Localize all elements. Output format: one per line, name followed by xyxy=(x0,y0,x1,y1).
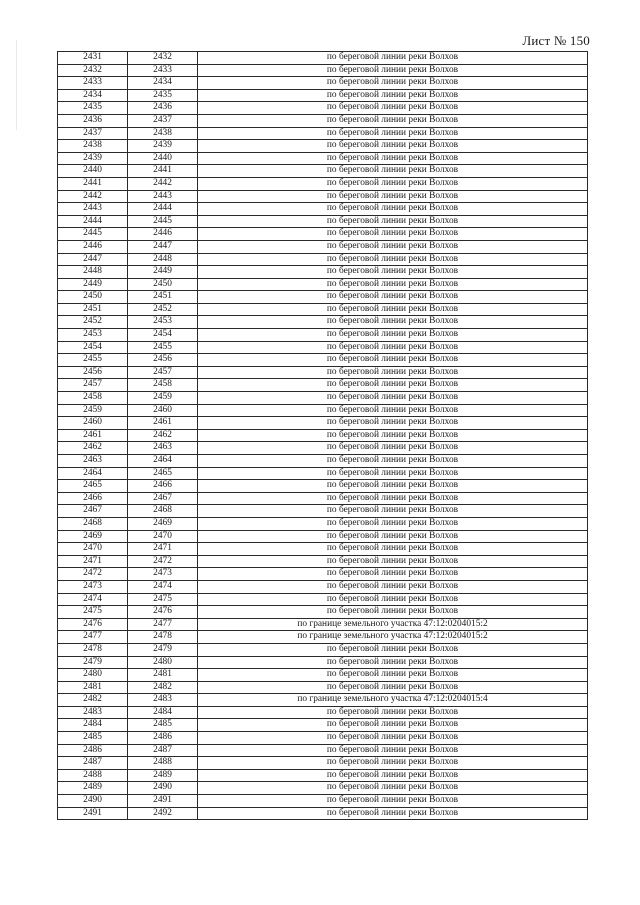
table-row xyxy=(58,253,588,266)
table-row xyxy=(58,190,588,203)
boundary-description-cell: по береговой линии реки Волхов xyxy=(198,127,588,140)
point-to-cell: 2480 xyxy=(128,656,198,669)
table-row xyxy=(58,606,588,619)
boundary-description-cell: по береговой линии реки Волхов xyxy=(198,719,588,732)
scan-margin-mark xyxy=(16,40,17,130)
table-row xyxy=(58,278,588,291)
table-row xyxy=(58,480,588,493)
boundary-description-cell: по береговой линии реки Волхов xyxy=(198,530,588,543)
point-to-cell: 2452 xyxy=(128,303,198,316)
boundary-description-cell: по береговой линии реки Волхов xyxy=(198,228,588,241)
point-to-cell: 2449 xyxy=(128,266,198,279)
point-from-cell: 2476 xyxy=(58,618,128,631)
point-from-cell: 2489 xyxy=(58,782,128,795)
point-to-cell: 2441 xyxy=(128,165,198,178)
point-from-cell: 2431 xyxy=(58,52,128,65)
table-row xyxy=(58,152,588,165)
boundary-description-cell: по береговой линии реки Волхов xyxy=(198,417,588,430)
point-to-cell: 2483 xyxy=(128,694,198,707)
boundary-description-cell: по береговой линии реки Волхов xyxy=(198,379,588,392)
point-from-cell: 2465 xyxy=(58,480,128,493)
point-from-cell: 2487 xyxy=(58,757,128,770)
table-row xyxy=(58,140,588,153)
point-to-cell: 2435 xyxy=(128,89,198,102)
boundary-table-body xyxy=(58,52,588,820)
table-row xyxy=(58,89,588,102)
table-row xyxy=(58,316,588,329)
point-from-cell: 2472 xyxy=(58,568,128,581)
table-row xyxy=(58,102,588,115)
point-to-cell: 2484 xyxy=(128,706,198,719)
point-from-cell: 2445 xyxy=(58,228,128,241)
table-row xyxy=(58,114,588,127)
point-from-cell: 2464 xyxy=(58,467,128,480)
table-row xyxy=(58,593,588,606)
point-to-cell: 2439 xyxy=(128,140,198,153)
point-to-cell: 2440 xyxy=(128,152,198,165)
boundary-table xyxy=(57,51,588,820)
table-row xyxy=(58,618,588,631)
point-from-cell: 2439 xyxy=(58,152,128,165)
point-from-cell: 2452 xyxy=(58,316,128,329)
boundary-description-cell: по береговой линии реки Волхов xyxy=(198,606,588,619)
table-row xyxy=(58,568,588,581)
point-to-cell: 2448 xyxy=(128,253,198,266)
table-row xyxy=(58,795,588,808)
table-row xyxy=(58,77,588,90)
point-from-cell: 2483 xyxy=(58,706,128,719)
table-row xyxy=(58,429,588,442)
table-row xyxy=(58,203,588,216)
table-row xyxy=(58,228,588,241)
table-row xyxy=(58,329,588,342)
point-from-cell: 2443 xyxy=(58,203,128,216)
point-to-cell: 2466 xyxy=(128,480,198,493)
boundary-description-cell: по береговой линии реки Волхов xyxy=(198,517,588,530)
point-from-cell: 2438 xyxy=(58,140,128,153)
table-row xyxy=(58,505,588,518)
point-from-cell: 2455 xyxy=(58,354,128,367)
boundary-table-container xyxy=(57,51,587,820)
point-to-cell: 2474 xyxy=(128,580,198,593)
point-to-cell: 2461 xyxy=(128,417,198,430)
boundary-description-cell: по береговой линии реки Волхов xyxy=(198,102,588,115)
table-row xyxy=(58,656,588,669)
sheet-number: Лист № 150 xyxy=(522,33,590,48)
boundary-description-cell: по береговой линии реки Волхов xyxy=(198,757,588,770)
point-to-cell: 2437 xyxy=(128,114,198,127)
point-to-cell: 2465 xyxy=(128,467,198,480)
table-row xyxy=(58,732,588,745)
boundary-description-cell: по береговой линии реки Волхов xyxy=(198,316,588,329)
table-row xyxy=(58,354,588,367)
table-row xyxy=(58,782,588,795)
table-row xyxy=(58,555,588,568)
boundary-description-cell: по береговой линии реки Волхов xyxy=(198,303,588,316)
point-to-cell: 2485 xyxy=(128,719,198,732)
point-from-cell: 2441 xyxy=(58,177,128,190)
boundary-description-cell: по береговой линии реки Волхов xyxy=(198,505,588,518)
point-from-cell: 2444 xyxy=(58,215,128,228)
point-from-cell: 2466 xyxy=(58,492,128,505)
boundary-description-cell: по береговой линии реки Волхов xyxy=(198,52,588,65)
point-to-cell: 2486 xyxy=(128,732,198,745)
boundary-description-cell: по береговой линии реки Волхов xyxy=(198,580,588,593)
point-from-cell: 2462 xyxy=(58,442,128,455)
boundary-description-cell: по береговой линии реки Волхов xyxy=(198,404,588,417)
table-row xyxy=(58,303,588,316)
point-to-cell: 2447 xyxy=(128,240,198,253)
boundary-description-cell: по береговой линии реки Волхов xyxy=(198,643,588,656)
boundary-description-cell: по береговой линии реки Волхов xyxy=(198,89,588,102)
point-from-cell: 2435 xyxy=(58,102,128,115)
point-to-cell: 2459 xyxy=(128,392,198,405)
boundary-description-cell: по береговой линии реки Волхов xyxy=(198,253,588,266)
point-to-cell: 2472 xyxy=(128,555,198,568)
point-from-cell: 2468 xyxy=(58,517,128,530)
point-to-cell: 2478 xyxy=(128,631,198,644)
table-row xyxy=(58,266,588,279)
point-from-cell: 2436 xyxy=(58,114,128,127)
table-row xyxy=(58,127,588,140)
boundary-description-cell: по береговой линии реки Волхов xyxy=(198,656,588,669)
point-to-cell: 2455 xyxy=(128,341,198,354)
point-to-cell: 2457 xyxy=(128,366,198,379)
point-to-cell: 2464 xyxy=(128,455,198,468)
boundary-description-cell: по береговой линии реки Волхов xyxy=(198,291,588,304)
point-to-cell: 2434 xyxy=(128,77,198,90)
table-row xyxy=(58,757,588,770)
point-from-cell: 2440 xyxy=(58,165,128,178)
boundary-description-cell: по береговой линии реки Волхов xyxy=(198,114,588,127)
boundary-description-cell: по береговой линии реки Волхов xyxy=(198,429,588,442)
boundary-description-cell: по береговой линии реки Волхов xyxy=(198,669,588,682)
table-row xyxy=(58,530,588,543)
point-to-cell: 2492 xyxy=(128,807,198,820)
point-from-cell: 2484 xyxy=(58,719,128,732)
point-to-cell: 2481 xyxy=(128,669,198,682)
point-from-cell: 2434 xyxy=(58,89,128,102)
point-from-cell: 2442 xyxy=(58,190,128,203)
point-from-cell: 2450 xyxy=(58,291,128,304)
boundary-description-cell: по береговой линии реки Волхов xyxy=(198,77,588,90)
boundary-description-cell: по береговой линии реки Волхов xyxy=(198,769,588,782)
table-row xyxy=(58,631,588,644)
table-row xyxy=(58,379,588,392)
point-to-cell: 2491 xyxy=(128,795,198,808)
table-row xyxy=(58,467,588,480)
point-from-cell: 2479 xyxy=(58,656,128,669)
point-from-cell: 2486 xyxy=(58,744,128,757)
point-from-cell: 2446 xyxy=(58,240,128,253)
table-row xyxy=(58,706,588,719)
table-row xyxy=(58,744,588,757)
point-from-cell: 2448 xyxy=(58,266,128,279)
boundary-description-cell: по береговой линии реки Волхов xyxy=(198,732,588,745)
table-row xyxy=(58,681,588,694)
table-row xyxy=(58,517,588,530)
table-row xyxy=(58,455,588,468)
boundary-description-cell: по береговой линии реки Волхов xyxy=(198,240,588,253)
point-from-cell: 2457 xyxy=(58,379,128,392)
boundary-description-cell: по береговой линии реки Волхов xyxy=(198,480,588,493)
point-to-cell: 2476 xyxy=(128,606,198,619)
boundary-description-cell: по береговой линии реки Волхов xyxy=(198,455,588,468)
point-from-cell: 2470 xyxy=(58,543,128,556)
point-from-cell: 2471 xyxy=(58,555,128,568)
boundary-description-cell: по береговой линии реки Волхов xyxy=(198,442,588,455)
point-from-cell: 2460 xyxy=(58,417,128,430)
point-to-cell: 2458 xyxy=(128,379,198,392)
boundary-description-cell: по береговой линии реки Волхов xyxy=(198,278,588,291)
boundary-description-cell: по береговой линии реки Волхов xyxy=(198,392,588,405)
boundary-description-cell: по береговой линии реки Волхов xyxy=(198,354,588,367)
point-from-cell: 2473 xyxy=(58,580,128,593)
table-row xyxy=(58,492,588,505)
boundary-description-cell: по береговой линии реки Волхов xyxy=(198,807,588,820)
table-row xyxy=(58,769,588,782)
boundary-description-cell: по береговой линии реки Волхов xyxy=(198,593,588,606)
boundary-description-cell: по береговой линии реки Волхов xyxy=(198,266,588,279)
point-from-cell: 2467 xyxy=(58,505,128,518)
table-row xyxy=(58,543,588,556)
point-from-cell: 2433 xyxy=(58,77,128,90)
table-row xyxy=(58,341,588,354)
point-to-cell: 2462 xyxy=(128,429,198,442)
table-row xyxy=(58,392,588,405)
point-to-cell: 2487 xyxy=(128,744,198,757)
point-from-cell: 2461 xyxy=(58,429,128,442)
table-row xyxy=(58,442,588,455)
table-row xyxy=(58,669,588,682)
boundary-description-cell: по береговой линии реки Волхов xyxy=(198,329,588,342)
point-from-cell: 2454 xyxy=(58,341,128,354)
boundary-description-cell: по береговой линии реки Волхов xyxy=(198,782,588,795)
point-to-cell: 2463 xyxy=(128,442,198,455)
boundary-description-cell: по береговой линии реки Волхов xyxy=(198,543,588,556)
point-to-cell: 2450 xyxy=(128,278,198,291)
point-from-cell: 2475 xyxy=(58,606,128,619)
point-to-cell: 2475 xyxy=(128,593,198,606)
point-to-cell: 2451 xyxy=(128,291,198,304)
point-to-cell: 2469 xyxy=(128,517,198,530)
table-row xyxy=(58,240,588,253)
point-from-cell: 2453 xyxy=(58,329,128,342)
boundary-description-cell: по границе земельного участка 47:12:0204015:2 xyxy=(198,618,588,631)
boundary-description-cell: по береговой линии реки Волхов xyxy=(198,706,588,719)
point-to-cell: 2453 xyxy=(128,316,198,329)
table-row xyxy=(58,807,588,820)
point-to-cell: 2490 xyxy=(128,782,198,795)
point-from-cell: 2481 xyxy=(58,681,128,694)
boundary-description-cell: по береговой линии реки Волхов xyxy=(198,341,588,354)
boundary-description-cell: по береговой линии реки Волхов xyxy=(198,795,588,808)
boundary-description-cell: по береговой линии реки Волхов xyxy=(198,467,588,480)
point-to-cell: 2444 xyxy=(128,203,198,216)
boundary-description-cell: по береговой линии реки Волхов xyxy=(198,140,588,153)
point-to-cell: 2471 xyxy=(128,543,198,556)
point-to-cell: 2488 xyxy=(128,757,198,770)
point-to-cell: 2433 xyxy=(128,64,198,77)
point-from-cell: 2463 xyxy=(58,455,128,468)
boundary-description-cell: по береговой линии реки Волхов xyxy=(198,366,588,379)
point-from-cell: 2451 xyxy=(58,303,128,316)
boundary-description-cell: по береговой линии реки Волхов xyxy=(198,177,588,190)
point-to-cell: 2473 xyxy=(128,568,198,581)
boundary-description-cell: по береговой линии реки Волхов xyxy=(198,555,588,568)
point-from-cell: 2480 xyxy=(58,669,128,682)
table-row xyxy=(58,580,588,593)
point-to-cell: 2489 xyxy=(128,769,198,782)
point-to-cell: 2438 xyxy=(128,127,198,140)
point-from-cell: 2447 xyxy=(58,253,128,266)
point-to-cell: 2454 xyxy=(128,329,198,342)
point-from-cell: 2432 xyxy=(58,64,128,77)
table-row xyxy=(58,291,588,304)
point-to-cell: 2432 xyxy=(128,52,198,65)
point-to-cell: 2442 xyxy=(128,177,198,190)
table-row xyxy=(58,64,588,77)
point-from-cell: 2456 xyxy=(58,366,128,379)
point-from-cell: 2458 xyxy=(58,392,128,405)
boundary-description-cell: по береговой линии реки Волхов xyxy=(198,492,588,505)
table-row xyxy=(58,52,588,65)
table-row xyxy=(58,694,588,707)
point-from-cell: 2478 xyxy=(58,643,128,656)
point-from-cell: 2459 xyxy=(58,404,128,417)
point-from-cell: 2474 xyxy=(58,593,128,606)
boundary-description-cell: по береговой линии реки Волхов xyxy=(198,64,588,77)
point-from-cell: 2485 xyxy=(58,732,128,745)
point-from-cell: 2491 xyxy=(58,807,128,820)
table-row xyxy=(58,366,588,379)
table-row xyxy=(58,417,588,430)
point-to-cell: 2482 xyxy=(128,681,198,694)
point-to-cell: 2468 xyxy=(128,505,198,518)
table-row xyxy=(58,177,588,190)
point-to-cell: 2436 xyxy=(128,102,198,115)
table-row xyxy=(58,215,588,228)
boundary-description-cell: по береговой линии реки Волхов xyxy=(198,744,588,757)
point-from-cell: 2488 xyxy=(58,769,128,782)
boundary-description-cell: по береговой линии реки Волхов xyxy=(198,203,588,216)
table-row xyxy=(58,719,588,732)
point-to-cell: 2456 xyxy=(128,354,198,367)
boundary-description-cell: по береговой линии реки Волхов xyxy=(198,165,588,178)
point-to-cell: 2479 xyxy=(128,643,198,656)
point-to-cell: 2477 xyxy=(128,618,198,631)
boundary-description-cell: по береговой линии реки Волхов xyxy=(198,215,588,228)
point-to-cell: 2470 xyxy=(128,530,198,543)
point-from-cell: 2482 xyxy=(58,694,128,707)
point-to-cell: 2446 xyxy=(128,228,198,241)
point-from-cell: 2437 xyxy=(58,127,128,140)
point-to-cell: 2445 xyxy=(128,215,198,228)
point-to-cell: 2467 xyxy=(128,492,198,505)
table-row xyxy=(58,643,588,656)
boundary-description-cell: по береговой линии реки Волхов xyxy=(198,681,588,694)
boundary-description-cell: по границе земельного участка 47:12:0204015:2 xyxy=(198,631,588,644)
table-row xyxy=(58,165,588,178)
point-from-cell: 2477 xyxy=(58,631,128,644)
point-from-cell: 2490 xyxy=(58,795,128,808)
boundary-description-cell: по береговой линии реки Волхов xyxy=(198,190,588,203)
table-row xyxy=(58,404,588,417)
point-from-cell: 2449 xyxy=(58,278,128,291)
point-from-cell: 2469 xyxy=(58,530,128,543)
boundary-description-cell: по береговой линии реки Волхов xyxy=(198,152,588,165)
point-to-cell: 2460 xyxy=(128,404,198,417)
boundary-description-cell: по береговой линии реки Волхов xyxy=(198,568,588,581)
boundary-description-cell: по границе земельного участка 47:12:0204015:4 xyxy=(198,694,588,707)
point-to-cell: 2443 xyxy=(128,190,198,203)
